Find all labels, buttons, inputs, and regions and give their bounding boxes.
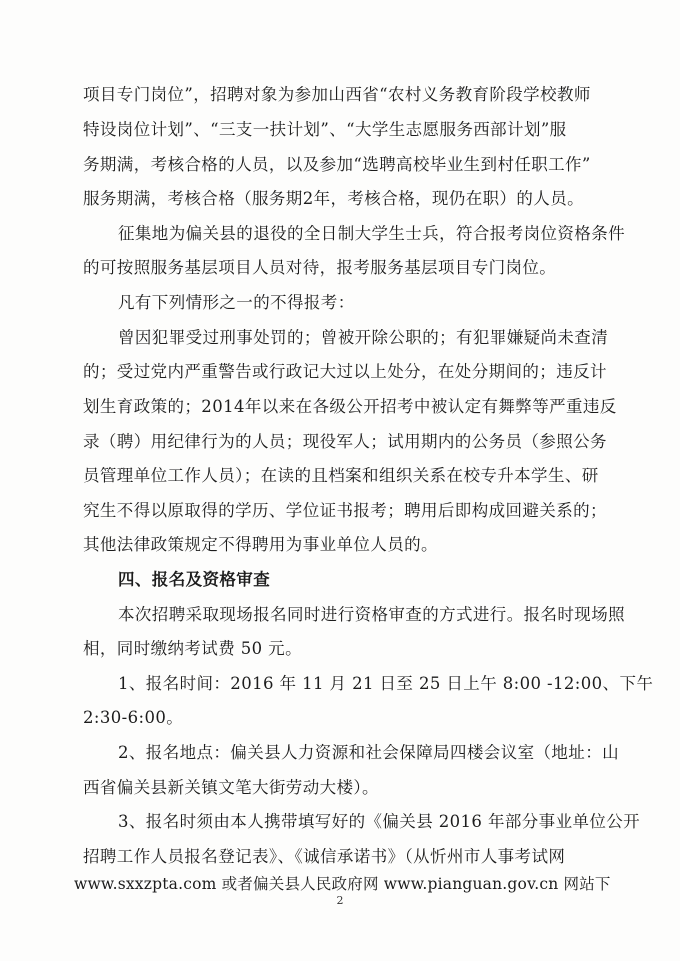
text-line-5: 征集地为偏关县的退役的全日制大学生士兵，符合报考岗位资格条件 [118,224,625,243]
text-line-7: 凡有下列情形之一的不得报考： [118,293,355,312]
text-line-21: 西省偏关县新关镇文笔大街劳动大楼）。 [83,778,379,797]
text-line-11: 录（聘）用纪律行为的人员；现役军人；试用期内的公务员（参照公务 [83,432,607,451]
text-line-4: 服务期满，考核合格（服务期2年，考核合格，现仍在职）的人员。 [83,189,584,208]
text-line-14: 其他法律政策规定不得聘用为事业单位人员的。 [83,535,438,554]
text-line-12: 员管理单位工作人员）；在读的且档案和组织关系在校专升本学生、研 [83,466,599,485]
text-line-6: 的可按照服务基层项目人员对待，报考服务基层项目专门岗位。 [83,258,557,277]
text-line-16: 本次招聘采取现场报名同时进行资格审查的方式进行。报名时现场照 [118,605,625,624]
text-line-20: 2、报名地点：偏关县人力资源和社会保障局四楼会议室（地址：山 [118,743,619,762]
text-line-22: 3、报名时须由本人携带填写好的《偏关县 2016 年部分事业单位公开 [118,812,641,831]
text-line-1: 项目专门岗位”，招聘对象为参加山西省“农村义务教育阶段学校教师 [83,85,591,104]
text-line-23: 招聘工作人员报名登记表》、《诚信承诺书》（从忻州市人事考试网 [83,847,566,866]
text-line-9: 的；受过党内严重警告或行政记大过以上处分，在处分期间的；违反计 [83,362,607,381]
text-line-18: 1、报名时间：2016 年 11 月 21 日至 25 日上午 8:00 -12:00、下午 [118,674,654,693]
text-line-17: 相，同时缴纳考试费 50 元。 [83,639,302,658]
text-line-8: 曾因犯罪受过刑事处罚的；曾被开除公职的；有犯罪嫌疑尚未查清 [118,328,609,347]
text-line-10: 划生育政策的；2014年以来在各级公开招考中被认定有舞弊等严重违反 [83,397,617,416]
text-line-2: 特设岗位计划”、“三支一扶计划”、“大学生志愿服务西部计划”服 [83,120,567,139]
text-line-19: 2:30-6:00。 [83,708,184,727]
text-line-13: 究生不得以原取得的学历、学位证书报考；聘用后即构成回避关系的； [83,501,607,520]
page-number: 2 [336,894,344,907]
text-line-3: 务期满，考核合格的人员，以及参加“选聘高校毕业生到村任职工作” [83,155,591,174]
text-line-24: www.sxxzpta.com 或者偏关县人民政府网 www.pianguan.gov.cn 网站下 [74,875,611,893]
section-heading-registration: 四、报名及资格审查 [118,570,271,589]
